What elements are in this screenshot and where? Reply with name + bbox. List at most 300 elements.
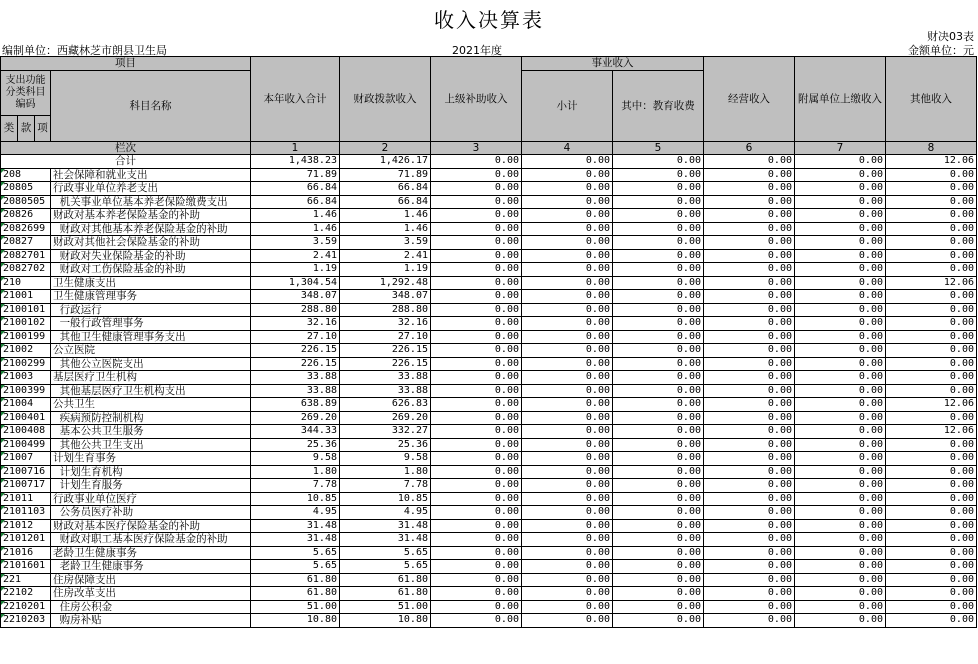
- table-body: [1, 57, 977, 628]
- row-code: 21003: [1, 371, 51, 385]
- fiscal-year: 2021年度: [452, 44, 502, 57]
- row-name: 财政对基本养老保险基金的补助: [51, 209, 251, 223]
- row-code: 221: [1, 573, 51, 587]
- row-value: 0.00: [795, 411, 886, 425]
- row-name: 财政对其他社会保险基金的补助: [51, 236, 251, 250]
- table-row: [1, 600, 977, 614]
- row-name: 住房改革支出: [51, 587, 251, 601]
- row-value: 0.00: [522, 492, 613, 506]
- row-value: 0.00: [704, 546, 795, 560]
- row-value: 0.00: [886, 560, 977, 574]
- row-value: 638.89: [251, 398, 340, 412]
- row-value: 1.80: [251, 465, 340, 479]
- row-value: 0.00: [704, 479, 795, 493]
- row-value: 0.00: [886, 330, 977, 344]
- row-value: 0.00: [795, 519, 886, 533]
- row-value: 0.00: [613, 182, 704, 196]
- row-value: 0.00: [704, 276, 795, 290]
- row-value: 4.95: [340, 506, 431, 520]
- table-row: [1, 398, 977, 412]
- row-name: 计划生育服务: [51, 479, 251, 493]
- row-value: 0.00: [613, 479, 704, 493]
- row-value: 0.00: [522, 222, 613, 236]
- row-value: 0.00: [431, 222, 522, 236]
- row-value: 0.00: [704, 344, 795, 358]
- row-value: 1,304.54: [251, 276, 340, 290]
- row-value: 1.46: [340, 222, 431, 236]
- row-value: 0.00: [886, 411, 977, 425]
- row-value: 32.16: [340, 317, 431, 331]
- row-value: 0.00: [522, 344, 613, 358]
- table-row: [1, 290, 977, 304]
- row-value: 0.00: [431, 330, 522, 344]
- row-value: 0.00: [613, 492, 704, 506]
- row-name: 计划生育机构: [51, 465, 251, 479]
- row-value: 0.00: [431, 519, 522, 533]
- row-value: 0.00: [886, 290, 977, 304]
- row-value: 33.88: [251, 371, 340, 385]
- row-value: 0.00: [886, 344, 977, 358]
- row-value: 0.00: [704, 519, 795, 533]
- row-code: 20805: [1, 182, 51, 196]
- row-value: 1.19: [340, 263, 431, 277]
- row-value: 332.27: [340, 425, 431, 439]
- row-value: 0.00: [795, 330, 886, 344]
- row-value: 0.00: [795, 222, 886, 236]
- row-code: 2082702: [1, 263, 51, 277]
- row-value: 0.00: [613, 614, 704, 628]
- row-value: 0.00: [795, 182, 886, 196]
- row-code: 2210203: [1, 614, 51, 628]
- row-value: 0.00: [704, 465, 795, 479]
- row-value: 10.85: [251, 492, 340, 506]
- col-number: 7: [795, 141, 886, 155]
- row-value: 226.15: [251, 357, 340, 371]
- row-value: 0.00: [886, 438, 977, 452]
- row-value: 0.00: [431, 573, 522, 587]
- row-value: 0.00: [795, 209, 886, 223]
- row-code: 21012: [1, 519, 51, 533]
- row-value: 2.41: [340, 249, 431, 263]
- row-value: 0.00: [613, 425, 704, 439]
- total-value: 12.06: [886, 155, 977, 169]
- row-value: 12.06: [886, 398, 977, 412]
- total-label: 合计: [1, 155, 251, 169]
- row-value: 0.00: [704, 290, 795, 304]
- row-name: 住房公积金: [51, 600, 251, 614]
- row-value: 0.00: [704, 249, 795, 263]
- header-affiliated: 附属单位上缴收入: [795, 57, 886, 142]
- row-value: 12.06: [886, 276, 977, 290]
- row-value: 269.20: [340, 411, 431, 425]
- row-value: 0.00: [613, 452, 704, 466]
- row-value: 0.00: [704, 222, 795, 236]
- row-value: 0.00: [522, 249, 613, 263]
- header-row-no: 栏次: [1, 141, 251, 155]
- row-value: 0.00: [522, 425, 613, 439]
- total-row: [1, 155, 977, 169]
- row-value: 0.00: [795, 276, 886, 290]
- row-value: 0.00: [431, 614, 522, 628]
- row-value: 0.00: [704, 533, 795, 547]
- col-number: 6: [704, 141, 795, 155]
- table-row: [1, 263, 977, 277]
- row-value: 0.00: [431, 195, 522, 209]
- row-code: 21001: [1, 290, 51, 304]
- table-row: [1, 195, 977, 209]
- col-number: 1: [251, 141, 340, 155]
- row-value: 0.00: [431, 492, 522, 506]
- row-name: 财政对基本医疗保险基金的补助: [51, 519, 251, 533]
- row-value: 288.80: [340, 303, 431, 317]
- row-value: 0.00: [522, 546, 613, 560]
- row-value: 0.00: [522, 465, 613, 479]
- row-value: 51.00: [340, 600, 431, 614]
- row-name: 行政运行: [51, 303, 251, 317]
- col-number: 3: [431, 141, 522, 155]
- row-name: 行政事业单位医疗: [51, 492, 251, 506]
- row-code: 2101201: [1, 533, 51, 547]
- row-value: 0.00: [795, 290, 886, 304]
- row-value: 0.00: [431, 452, 522, 466]
- row-value: 0.00: [704, 614, 795, 628]
- report-title: 收入决算表: [434, 8, 544, 32]
- row-value: 0.00: [522, 384, 613, 398]
- row-value: 5.65: [251, 560, 340, 574]
- table-row: [1, 317, 977, 331]
- row-value: 0.00: [613, 573, 704, 587]
- row-name: 公立医院: [51, 344, 251, 358]
- row-value: 0.00: [431, 560, 522, 574]
- row-value: 0.00: [886, 452, 977, 466]
- row-name: 基层医疗卫生机构: [51, 371, 251, 385]
- row-name: 其他卫生健康管理事务支出: [51, 330, 251, 344]
- row-value: 0.00: [704, 398, 795, 412]
- row-value: 7.78: [340, 479, 431, 493]
- row-value: 0.00: [431, 357, 522, 371]
- row-value: 0.00: [795, 587, 886, 601]
- row-value: 71.89: [340, 168, 431, 182]
- row-code: 20826: [1, 209, 51, 223]
- row-value: 0.00: [431, 600, 522, 614]
- row-code: 20827: [1, 236, 51, 250]
- row-value: 0.00: [886, 546, 977, 560]
- total-value: 0.00: [704, 155, 795, 169]
- row-code: 21011: [1, 492, 51, 506]
- row-value: 10.80: [251, 614, 340, 628]
- row-value: 0.00: [522, 600, 613, 614]
- row-value: 0.00: [886, 384, 977, 398]
- header-sub-total: 小计: [522, 70, 613, 141]
- row-value: 0.00: [704, 452, 795, 466]
- header-xiang: 项: [35, 115, 51, 141]
- row-value: 0.00: [613, 465, 704, 479]
- table-row: [1, 479, 977, 493]
- row-value: 33.88: [340, 384, 431, 398]
- row-value: 0.00: [704, 573, 795, 587]
- row-value: 0.00: [886, 371, 977, 385]
- row-code: 2100101: [1, 303, 51, 317]
- table-row: [1, 330, 977, 344]
- row-value: 626.83: [340, 398, 431, 412]
- row-value: 0.00: [431, 587, 522, 601]
- row-name: 行政事业单位养老支出: [51, 182, 251, 196]
- row-value: 0.00: [431, 411, 522, 425]
- row-code: 2100102: [1, 317, 51, 331]
- row-code: 208: [1, 168, 51, 182]
- row-value: 0.00: [886, 168, 977, 182]
- row-value: 0.00: [886, 317, 977, 331]
- row-value: 0.00: [886, 465, 977, 479]
- row-code: 2100399: [1, 384, 51, 398]
- header-name: 科目名称: [51, 70, 251, 141]
- table-row: [1, 357, 977, 371]
- row-value: 10.80: [340, 614, 431, 628]
- row-value: 0.00: [613, 168, 704, 182]
- row-value: 0.00: [431, 317, 522, 331]
- row-value: 0.00: [522, 438, 613, 452]
- row-code: 21002: [1, 344, 51, 358]
- table-row: [1, 303, 977, 317]
- row-value: 0.00: [795, 195, 886, 209]
- row-value: 31.48: [251, 519, 340, 533]
- row-value: 0.00: [431, 182, 522, 196]
- row-value: 71.89: [251, 168, 340, 182]
- row-name: 基本公共卫生服务: [51, 425, 251, 439]
- total-value: 0.00: [795, 155, 886, 169]
- row-value: 0.00: [522, 573, 613, 587]
- row-value: 0.00: [522, 168, 613, 182]
- row-value: 0.00: [613, 587, 704, 601]
- row-value: 0.00: [886, 236, 977, 250]
- row-value: 0.00: [431, 303, 522, 317]
- header-edu: 其中：教育收费: [613, 70, 704, 141]
- row-value: 0.00: [795, 249, 886, 263]
- row-value: 0.00: [613, 384, 704, 398]
- row-value: 1.46: [251, 222, 340, 236]
- row-value: 61.80: [251, 587, 340, 601]
- table-row: [1, 425, 977, 439]
- row-value: 0.00: [522, 533, 613, 547]
- table-row: [1, 182, 977, 196]
- col-number: 2: [340, 141, 431, 155]
- row-value: 0.00: [522, 290, 613, 304]
- row-value: 0.00: [522, 263, 613, 277]
- row-name: 一般行政管理事务: [51, 317, 251, 331]
- row-value: 0.00: [795, 560, 886, 574]
- row-value: 61.80: [251, 573, 340, 587]
- row-value: 0.00: [613, 209, 704, 223]
- row-name: 老龄卫生健康事务: [51, 560, 251, 574]
- row-value: 0.00: [704, 303, 795, 317]
- row-code: 2100299: [1, 357, 51, 371]
- row-value: 25.36: [251, 438, 340, 452]
- row-value: 0.00: [704, 317, 795, 331]
- row-value: 0.00: [431, 209, 522, 223]
- row-value: 0.00: [795, 465, 886, 479]
- row-value: 0.00: [795, 452, 886, 466]
- row-value: 0.00: [704, 330, 795, 344]
- row-value: 0.00: [522, 519, 613, 533]
- row-code: 21016: [1, 546, 51, 560]
- row-value: 226.15: [251, 344, 340, 358]
- row-value: 0.00: [704, 168, 795, 182]
- row-value: 66.84: [251, 195, 340, 209]
- col-number: 4: [522, 141, 613, 155]
- col-number: 8: [886, 141, 977, 155]
- table-row: [1, 519, 977, 533]
- header-total-income: 本年收入合计: [251, 57, 340, 142]
- row-value: 0.00: [795, 263, 886, 277]
- table-row: [1, 492, 977, 506]
- row-value: 9.58: [251, 452, 340, 466]
- row-name: 财政对职工基本医疗保险基金的补助: [51, 533, 251, 547]
- row-code: 2100499: [1, 438, 51, 452]
- row-value: 0.00: [522, 182, 613, 196]
- row-value: 0.00: [522, 614, 613, 628]
- row-value: 0.00: [886, 506, 977, 520]
- row-name: 社会保障和就业支出: [51, 168, 251, 182]
- row-value: 0.00: [613, 249, 704, 263]
- row-code: 21007: [1, 452, 51, 466]
- row-value: 5.65: [340, 546, 431, 560]
- row-name: 老龄卫生健康事务: [51, 546, 251, 560]
- row-value: 0.00: [613, 317, 704, 331]
- row-value: 0.00: [522, 398, 613, 412]
- row-value: 0.00: [613, 600, 704, 614]
- row-value: 0.00: [795, 168, 886, 182]
- row-value: 0.00: [522, 236, 613, 250]
- table-row: [1, 371, 977, 385]
- row-value: 66.84: [251, 182, 340, 196]
- table-row: [1, 560, 977, 574]
- row-name: 公共卫生: [51, 398, 251, 412]
- row-value: 0.00: [431, 425, 522, 439]
- row-value: 0.00: [886, 614, 977, 628]
- row-name: 财政对工伤保险基金的补助: [51, 263, 251, 277]
- row-code: 2100199: [1, 330, 51, 344]
- row-value: 25.36: [340, 438, 431, 452]
- row-name: 卫生健康管理事务: [51, 290, 251, 304]
- row-value: 0.00: [613, 290, 704, 304]
- header-row-1: [1, 57, 977, 71]
- row-value: 0.00: [431, 236, 522, 250]
- row-code: 2100717: [1, 479, 51, 493]
- row-value: 0.00: [795, 546, 886, 560]
- row-value: 0.00: [886, 209, 977, 223]
- row-value: 0.00: [431, 506, 522, 520]
- row-code: 2101601: [1, 560, 51, 574]
- reporting-unit: 编制单位：西藏林芝市朗县卫生局: [2, 44, 167, 57]
- row-value: 31.48: [340, 519, 431, 533]
- table-row: [1, 546, 977, 560]
- table-row: [1, 587, 977, 601]
- row-value: 5.65: [340, 560, 431, 574]
- row-value: 0.00: [431, 263, 522, 277]
- row-value: 0.00: [704, 209, 795, 223]
- row-value: 0.00: [795, 303, 886, 317]
- row-value: 0.00: [431, 384, 522, 398]
- row-value: 0.00: [704, 357, 795, 371]
- row-value: 1.19: [251, 263, 340, 277]
- row-value: 0.00: [431, 249, 522, 263]
- row-value: 0.00: [704, 195, 795, 209]
- row-value: 1,292.48: [340, 276, 431, 290]
- row-value: 4.95: [251, 506, 340, 520]
- column-number-row: [1, 141, 977, 155]
- row-code: 22102: [1, 587, 51, 601]
- row-name: 财政对其他基本养老保险基金的补助: [51, 222, 251, 236]
- row-value: 0.00: [613, 506, 704, 520]
- table-row: [1, 506, 977, 520]
- table-row: [1, 209, 977, 223]
- header-lei: 类: [1, 115, 18, 141]
- row-value: 0.00: [613, 411, 704, 425]
- row-value: 0.00: [795, 317, 886, 331]
- row-value: 0.00: [795, 344, 886, 358]
- row-value: 0.00: [795, 600, 886, 614]
- row-value: 0.00: [886, 519, 977, 533]
- row-value: 0.00: [613, 236, 704, 250]
- row-value: 0.00: [613, 195, 704, 209]
- row-value: 12.06: [886, 425, 977, 439]
- row-value: 0.00: [431, 168, 522, 182]
- row-value: 10.85: [340, 492, 431, 506]
- table-row: [1, 452, 977, 466]
- row-value: 0.00: [795, 371, 886, 385]
- row-value: 9.58: [340, 452, 431, 466]
- row-value: 0.00: [522, 371, 613, 385]
- row-code: 210: [1, 276, 51, 290]
- col-number: 5: [613, 141, 704, 155]
- row-value: 27.10: [251, 330, 340, 344]
- row-value: 1.46: [251, 209, 340, 223]
- row-value: 0.00: [431, 371, 522, 385]
- row-value: 0.00: [704, 425, 795, 439]
- total-value: 1,438.23: [251, 155, 340, 169]
- row-value: 0.00: [704, 371, 795, 385]
- row-value: 0.00: [704, 587, 795, 601]
- row-value: 0.00: [704, 411, 795, 425]
- row-value: 0.00: [522, 560, 613, 574]
- row-code: 2100408: [1, 425, 51, 439]
- row-value: 0.00: [431, 533, 522, 547]
- row-value: 0.00: [431, 398, 522, 412]
- row-value: 348.07: [340, 290, 431, 304]
- row-value: 51.00: [251, 600, 340, 614]
- header-upper: 上级补助收入: [431, 57, 522, 142]
- row-value: 0.00: [886, 573, 977, 587]
- row-value: 0.00: [704, 384, 795, 398]
- row-value: 348.07: [251, 290, 340, 304]
- row-code: 2210201: [1, 600, 51, 614]
- table-row: [1, 222, 977, 236]
- header-fiscal: 财政拨款收入: [340, 57, 431, 142]
- total-value: 0.00: [431, 155, 522, 169]
- row-value: 0.00: [431, 276, 522, 290]
- row-value: 0.00: [613, 222, 704, 236]
- row-name: 住房保障支出: [51, 573, 251, 587]
- row-value: 0.00: [795, 573, 886, 587]
- row-value: 0.00: [795, 398, 886, 412]
- row-value: 0.00: [613, 344, 704, 358]
- row-name: 疾病预防控制机构: [51, 411, 251, 425]
- income-table: [0, 56, 977, 628]
- row-name: 财政对失业保险基金的补助: [51, 249, 251, 263]
- row-value: 0.00: [886, 303, 977, 317]
- row-code: 2082701: [1, 249, 51, 263]
- row-value: 0.00: [795, 357, 886, 371]
